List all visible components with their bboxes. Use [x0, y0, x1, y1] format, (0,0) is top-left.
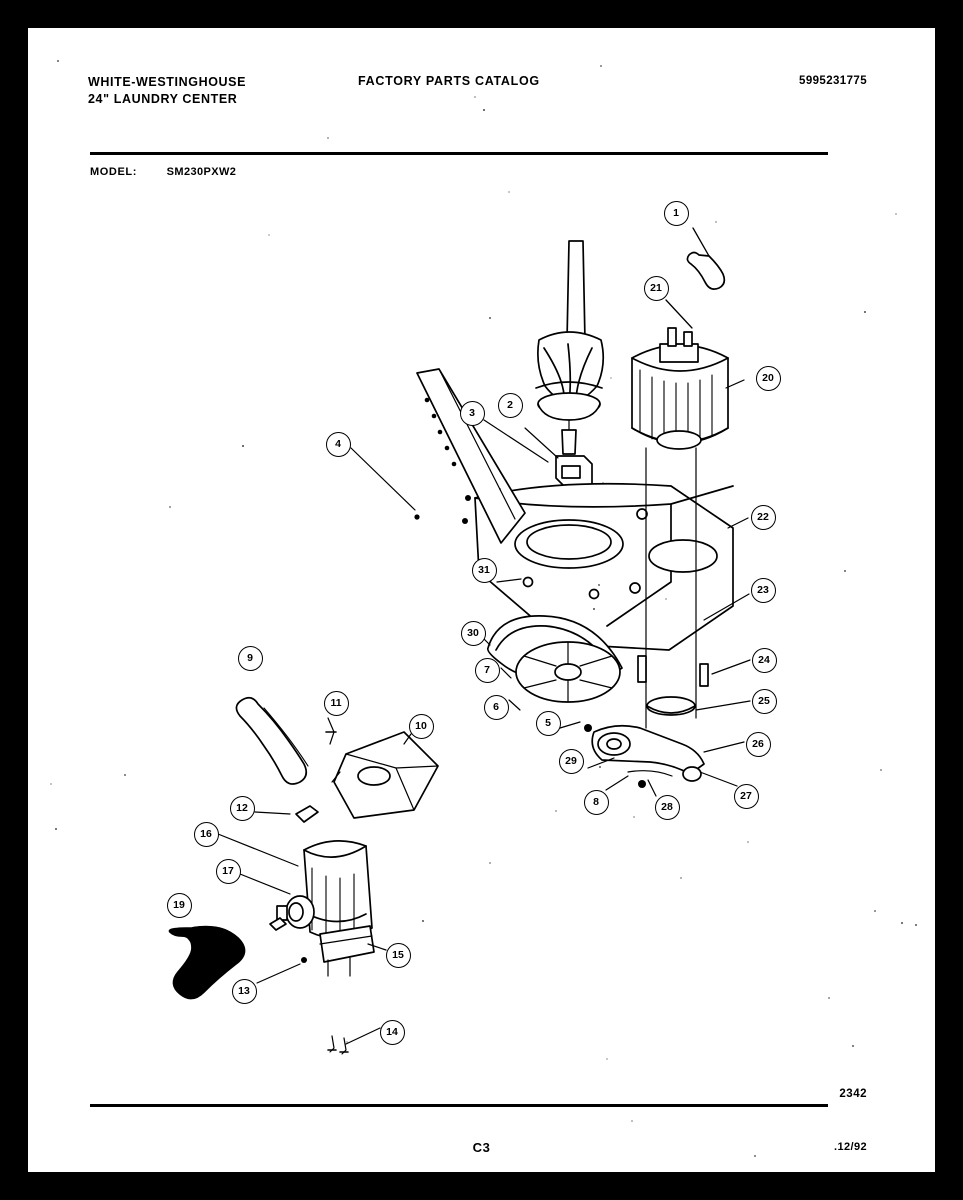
scan-speck — [124, 774, 126, 776]
scan-speck — [715, 221, 717, 223]
catalog-page — [28, 28, 935, 1172]
exploded-view-diagram — [28, 28, 935, 1172]
callout-7: 7 — [475, 658, 500, 683]
callout-4: 4 — [326, 432, 351, 457]
product-line: 24" LAUNDRY CENTER — [88, 92, 238, 106]
callout-16: 16 — [194, 822, 219, 847]
callout-1: 1 — [664, 201, 689, 226]
callout-10: 10 — [409, 714, 434, 739]
callout-19: 19 — [167, 893, 192, 918]
callout-31: 31 — [472, 558, 497, 583]
model-value: SM230PXW2 — [166, 166, 237, 178]
callout-2: 2 — [498, 393, 523, 418]
document-number: 5995231775 — [799, 75, 867, 87]
callout-6: 6 — [484, 695, 509, 720]
page-code: C3 — [472, 1140, 491, 1155]
scan-speck — [602, 482, 604, 484]
callout-29: 29 — [559, 749, 584, 774]
scan-speck — [555, 810, 557, 812]
callout-30: 30 — [461, 621, 486, 646]
scan-speck — [242, 445, 244, 447]
callout-24: 24 — [752, 648, 777, 673]
callout-11: 11 — [324, 691, 349, 716]
scan-speck — [489, 862, 491, 864]
catalog-title: FACTORY PARTS CATALOG — [358, 74, 540, 88]
callout-20: 20 — [756, 366, 781, 391]
callout-12: 12 — [230, 796, 255, 821]
scan-speck — [593, 608, 595, 610]
footer-divider — [90, 1104, 828, 1107]
callout-23: 23 — [751, 578, 776, 603]
callout-28: 28 — [655, 795, 680, 820]
scan-speck — [864, 311, 866, 313]
callout-8: 8 — [584, 790, 609, 815]
scan-speck — [327, 137, 329, 139]
scan-speck — [895, 213, 897, 215]
callout-15: 15 — [386, 943, 411, 968]
scan-speck — [852, 1045, 854, 1047]
scan-speck — [55, 828, 57, 830]
callout-21: 21 — [644, 276, 669, 301]
scan-speck — [599, 766, 601, 768]
callout-17: 17 — [216, 859, 241, 884]
callout-14: 14 — [380, 1020, 405, 1045]
callout-9: 9 — [238, 646, 263, 671]
scan-speck — [754, 1155, 756, 1157]
callout-25: 25 — [752, 689, 777, 714]
scan-speck — [631, 1120, 633, 1122]
date-code: .12/92 — [834, 1141, 867, 1153]
scan-speck — [57, 60, 59, 62]
sheet-code: 2342 — [839, 1088, 867, 1100]
callout-13: 13 — [232, 979, 257, 1004]
scan-speck — [600, 65, 602, 67]
callout-27: 27 — [734, 784, 759, 809]
model-label: MODEL: — [90, 166, 137, 178]
scan-speck — [199, 983, 201, 985]
brand-name: WHITE-WESTINGHOUSE — [88, 75, 247, 89]
scan-speck — [880, 769, 882, 771]
callout-22: 22 — [751, 505, 776, 530]
callout-5: 5 — [536, 711, 561, 736]
callout-26: 26 — [746, 732, 771, 757]
callout-3: 3 — [460, 401, 485, 426]
